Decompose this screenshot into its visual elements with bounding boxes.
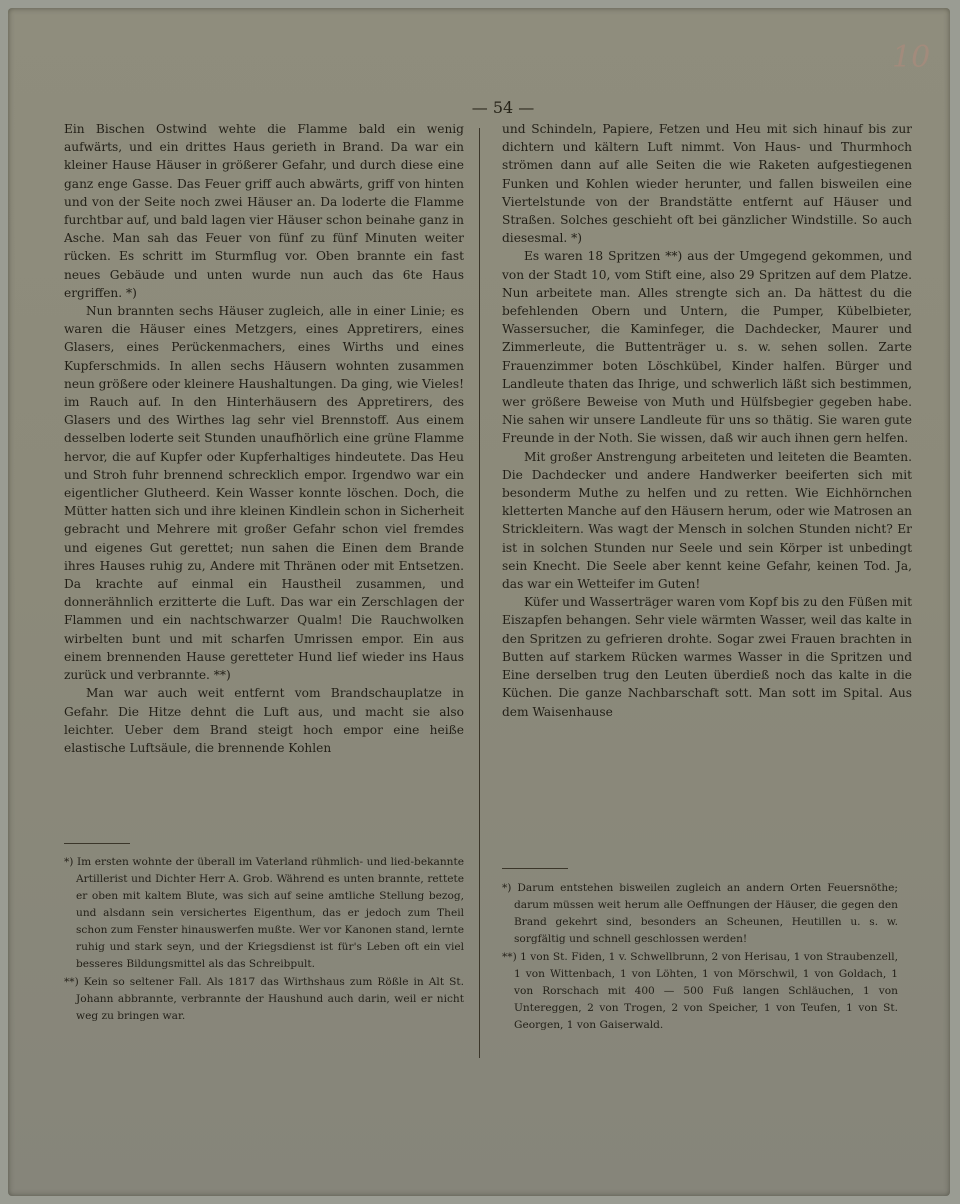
right-paragraph-4: Küfer und Wasserträger waren vom Kopf bis zu den Füßen mit Eiszapfen behangen. Sehr viele wärmten Wasser, weil das kalte in den Spritzen zu gefrieren drohte. Sogar zwei Frauen brachten in Butten auf starkem Rücken warmes Wasser in die Spritzen und Eine derselben trug den Leuten überdieß noch das kalte in die Küchen. Die ganze Nachbarschaft sott. Man sott im Spital. Aus dem Waisenhause <box>502 595 912 719</box>
column-divider <box>479 128 480 1058</box>
left-paragraph-2: Nun brannten sechs Häuser zugleich, alle in einer Linie; es waren die Häuser eines Metzgers, eines Appretirers, eines Glasers, eines Perückenmachers, eines Wirths und eines Kupferschmids. In allen sechs Häusern wohnten zusammen neun größere oder kleinere Haushaltungen. Da ging, wie Vieles! im Rauch auf. In den Hinterhäusern des Appretirers, des Glasers und des Wirthes lag sehr viel Brennstoff. Aus einem desselben loderte seit Stunden unaufhörlich eine grüne Flamme hervor, die auf Kupfer oder Kupferhaltiges hindeutete. Das Heu und Stroh fuhr brennend schrecklich empor. Irgendwo war ein eigentlicher Glutheerd. Kein Wasser konnte löschen. Doch, die Mütter hatten sich und ihre kleinen Kindlein schon in Sicherheit gebracht und Mehrere mit großer Gefahr schon viel fremdes und eigenes Gut gerettet; nun sahen die Einen dem Brande ihres Hauses ruhig zu, Andere mit Thränen oder mit Entsetzen. Da krachte auf einmal ein Haustheil zusammen, und donnerähnlich erzitterte die Luft. Das war ein Zerschlagen der Flammen und ein nachtschwarzer Qualm! Die Rauchwolken wirbelten bunt und mit scharfen Umrissen empor. Ein aus einem brennenden Hause geretteter Hund lief wieder ins Haus zurück und verbrannte. **) <box>64 304 464 683</box>
right-footnotes <box>502 880 898 1035</box>
footnote-right-2: **) 1 von St. Fiden, 1 v. Schwellbrunn, 2 von Herisau, 1 von Straubenzell, 1 von Wittenbach, 1 von Löhten, 1 von Mörschwil, 1 von Goldach, 1 von Rorschach mit 400 — 500 Fuß langen Schläuchen, 1 von Untereggen, 2 von Trogen, 2 von Speicher, 1 von Teufen, 1 von St. Georgen, 1 von Gaiserwald. <box>502 951 898 1031</box>
left-column <box>64 120 464 757</box>
footnote-right-1: *) Darum entstehen bisweilen zugleich an andern Orten Feuersnöthe; darum müssen weit herum alle Oeffnungen der Häuser, die gegen den Brand gekehrt sind, besonders an Scheunen, Heutillen u. s. w. sorgfältig und schnell geschlossen werden! <box>502 882 898 945</box>
footnote-left-2: **) Kein so seltener Fall. Als 1817 das Wirthshaus zum Rößle in Alt St. Johann abbrannte, verbrannte der Haushund auch darin, weil er nicht weg zu bringen war. <box>64 976 464 1022</box>
right-paragraph-3: Mit großer Anstrengung arbeiteten und leiteten die Beamten. Die Dachdecker und andere Handwerker beeiferten sich mit besonderm Muthe zu helfen und zu retten. Wie Eichhörnchen kletterten Manche auf den Häusern herum, oder wie Matrosen an Strickleitern. Was wagt der Mensch in solchen Stunden nicht? Er ist in solchen Stunden nur Seele und sein Körper ist unbedingt sein Knecht. Die Seele aber kennt keine Gefahr, keinen Tod. Ja, das war ein Wetteifer im Guten! <box>502 449 912 592</box>
left-footnotes <box>64 854 464 1026</box>
right-paragraph-1: und Schindeln, Papiere, Fetzen und Heu mit sich hinauf bis zur dichtern und kältern Luft nimmt. Von Haus- und Thurmhoch strömen dann auf alle Seiten die wie Raketen aufgestiegenen Funken und Kohlen wieder herunter, und fallen bisweilen eine Viertelstunde von der Brandstätte entfernt auf Häuser und Straßen. Solches geschieht oft bei gänzlicher Windstille. So auch diesesmal. *) <box>502 122 912 246</box>
footnote-rule-right <box>502 868 568 869</box>
right-column <box>502 120 912 721</box>
right-paragraph-2: Es waren 18 Spritzen **) aus der Umgegend gekommen, und von der Stadt 10, vom Stift eine, also 29 Spritzen auf dem Platze. Nun arbeitete man. Alles strengte sich an. Da hättest du die befehlenden Obern und Untern, die Pumper, Kübelbieter, Wassersucher, die Kaminfeger, die Dachdecker, Maurer und Zimmerleute, die Buttenträger u. s. w. sehen sollen. Zarte Frauenzimmer boten Löschkübel, Kinder halfen. Bürger und Landleute thaten das Ihrige, und schwerlich läßt sich bestimmen, wer größere Beweise von Muth und Hülfsbegier gegeben habe. Nie sahen wir unsere Landleute für uns so thätig. Sie waren gute Freunde in der Noth. Sie wissen, daß wir auch ihnen gern helfen. <box>502 249 912 446</box>
left-paragraph-1: Ein Bischen Ostwind wehte die Flamme bald ein wenig aufwärts, und ein drittes Haus gerieth in Brand. Da war ein kleiner Hause Häuser in größerer Gefahr, und durch diese eine ganz enge Gasse. Das Feuer griff auch abwärts, griff von hinten und von der Seite noch zwei Häuser an. Da loderte die Flamme furchtbar auf, und bald lagen vier Häuser schon beinahe ganz in Asche. Man sah das Feuer von fünf zu fünf Minuten weiter rücken. Es schritt im Sturmflug vor. Oben brannte ein fast neues Gebäude und unten wurde nun auch das 6te Haus ergriffen. *) <box>64 122 464 300</box>
left-paragraph-3: Man war auch weit entfernt vom Brandschauplatze in Gefahr. Die Hitze dehnt die Luft aus, und macht sie also leichter. Ueber dem Brand steigt hoch empor eine heiße elastische Luftsäule, die brennende Kohlen <box>64 686 464 755</box>
footnote-left-1: *) Im ersten wohnte der überall im Vaterland rühmlich- und lied-bekannte Artillerist und Dichter Herr A. Grob. Während es unten brannte, rettete er oben mit kaltem Blute, was sich auf seine amtliche Stellung bezog, und alsdann sein versichertes Eigenthum, das er jedoch zum Theil schon zum Fenster hinauswerfen mußte. Wer vor Kanonen stand, lernte ruhig und stark seyn, und der Kriegsdienst ist für's Leben oft ein viel besseres Bildungsmittel als das Schreibpult. <box>64 856 464 970</box>
footnote-rule-left <box>64 843 130 844</box>
handwritten-folio-mark: 10 <box>892 40 931 75</box>
page-number: — 54 — <box>471 98 535 117</box>
